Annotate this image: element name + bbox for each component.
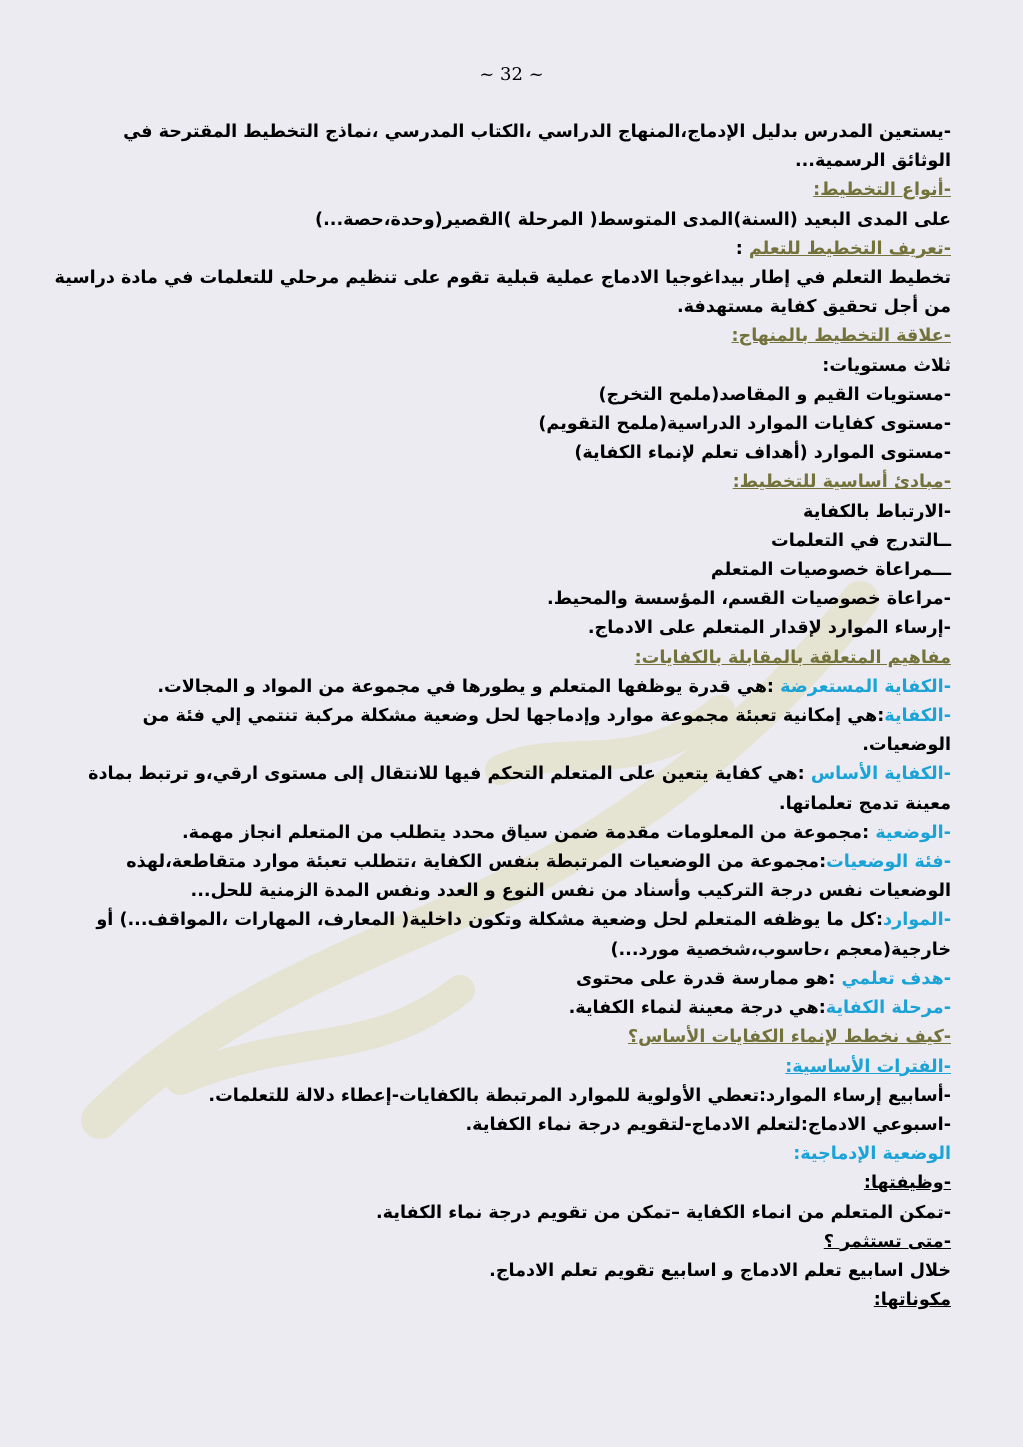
concept-text: :هي إمكانية تعبئة مجموعة موارد وإدماجها لحل وضعية مشكلة مركبة تنتمي إلي فئة من: [142, 706, 885, 727]
section-heading: مفاهيم المتعلقة بالمقابلة بالكفايات:: [634, 647, 951, 668]
section-heading: -مبادئ أساسية للتخطيط:: [732, 472, 951, 493]
concept-term: -الكفاية: [884, 706, 951, 727]
concept-text: الوضعيات.: [862, 735, 951, 756]
concept-text: :هو ممارسة قدرة على محتوى: [576, 968, 842, 989]
concept-text: :هي كفاية يتعين على المتعلم التحكم فيها للانتقال إلى مستوى ارقي،و ترتبط بمادة: [88, 764, 811, 785]
when-text: خلال اسابيع تعلم الادماج و اسابيع تقويم تعلم الادماج.: [489, 1260, 951, 1281]
page-number: ~ 32 ~: [479, 64, 544, 85]
section-heading: -تعريف التخطيط للتعلم: [748, 238, 951, 259]
list-item: -أسابيع إرساء الموارد:تعطي الأولوية للموارد المرتبطة بالكفايات-إعطاء دلالة للتعلمات.: [208, 1085, 951, 1106]
definition-text: تخطيط التعلم في إطار بيداغوجيا الادماج عملية قبلية تقوم على تنظيم مرحلي للتعلمات في مادة دراسية: [54, 268, 951, 289]
list-item: ـــمراعاة خصوصيات المتعلم: [710, 560, 951, 581]
list-item: -مستويات القيم و المقاصد(ملمح التخرج): [598, 384, 951, 405]
list-item: -مستوى كفايات الموارد الدراسية(ملمح التقويم): [538, 414, 951, 435]
concept-text: :هي درجة معينة لنماء الكفاية.: [568, 998, 826, 1019]
concept-text: :مجموعة من المعلومات مقدمة ضمن سياق محدد يتطلب من المتعلم انجاز مهمة.: [181, 822, 876, 843]
intro-line: -يستعين المدرس بدليل الإدماج،المنهاج الدراسي ،الكتاب المدرسي ،نماذج التخطيط المقترحة في: [123, 122, 951, 142]
heading-colon: :: [735, 238, 749, 259]
section-heading: -الفترات الأساسية:: [785, 1056, 951, 1077]
when-label: -متى تستثمر ؟: [823, 1231, 951, 1252]
concept-text: الوضعيات نفس درجة التركيب وأسناد من نفس النوع و العدد ونفس المدة الزمنية للحل...: [190, 881, 951, 902]
concept-term: -الكفاية الأساس: [810, 764, 951, 785]
concept-term: -فئة الوضعيات: [826, 852, 951, 873]
relation-intro: ثلاث مستويات:: [822, 355, 951, 376]
components-label: مكوناتها:: [873, 1290, 951, 1311]
definition-text: من أجل تحقيق كفاية مستهدفة.: [676, 297, 951, 318]
list-item: ــالتدرج في التعلمات: [771, 530, 951, 551]
document-body: [48, 118, 951, 1315]
function-label: -وظيفتها:: [863, 1173, 951, 1194]
concept-term: -مرحلة الكفاية: [825, 998, 951, 1019]
list-item: -اسبوعي الادماج:لتعلم الادماج-لتقويم درجة نماء الكفاية.: [465, 1114, 951, 1135]
concept-text: :مجموعة من الوضعيات المرتبطة بنفس الكفاية ،تتطلب تعبئة موارد متقاطعة،لهذه: [126, 852, 827, 873]
concept-term: -الكفاية المستعرضة: [780, 676, 951, 697]
list-item: -الارتباط بالكفاية: [803, 501, 951, 522]
list-item: -مستوى الموارد (أهداف تعلم لإنماء الكفاية): [574, 443, 951, 464]
concept-term: -الموارد: [883, 910, 951, 931]
section-heading: الوضعية الإدماجية:: [793, 1144, 951, 1165]
function-text: -تمكن المتعلم من انماء الكفاية –تمكن من تقويم درجة نماء الكفاية.: [375, 1202, 951, 1223]
list-item: -مراعاة خصوصيات القسم، المؤسسة والمحيط.: [547, 589, 951, 610]
concept-text: :كل ما يوظفه المتعلم لحل وضعية مشكلة وتكون داخلية( المعارف، المهارات ،المواقف...) أو: [96, 910, 884, 931]
section-heading: -أنواع التخطيط:: [813, 180, 951, 201]
section-heading: -كيف نخطط لإنماء الكفايات الأساس؟: [627, 1027, 951, 1048]
concept-term: -هدف تعلمي: [841, 968, 951, 989]
concept-term: -الوضعية: [875, 822, 951, 843]
concept-text: معينة تدمج تعلماتها.: [778, 793, 951, 814]
list-item: -إرساء الموارد لإقدار المتعلم على الادماج.: [587, 618, 951, 639]
section-heading: -علاقة التخطيط بالمنهاج:: [731, 326, 951, 347]
intro-line: الوثائق الرسمية...: [794, 151, 951, 172]
concept-text: :هي قدرة يوظفها المتعلم و يطورها في مجموعة من المواد و المجالات.: [157, 676, 781, 697]
types-text: على المدى البعيد (السنة)المدى المتوسط( المرحلة )القصير(وحدة،حصة...): [315, 209, 951, 230]
concept-text: خارجية(معجم ،حاسوب،شخصية مورد...): [610, 939, 951, 960]
